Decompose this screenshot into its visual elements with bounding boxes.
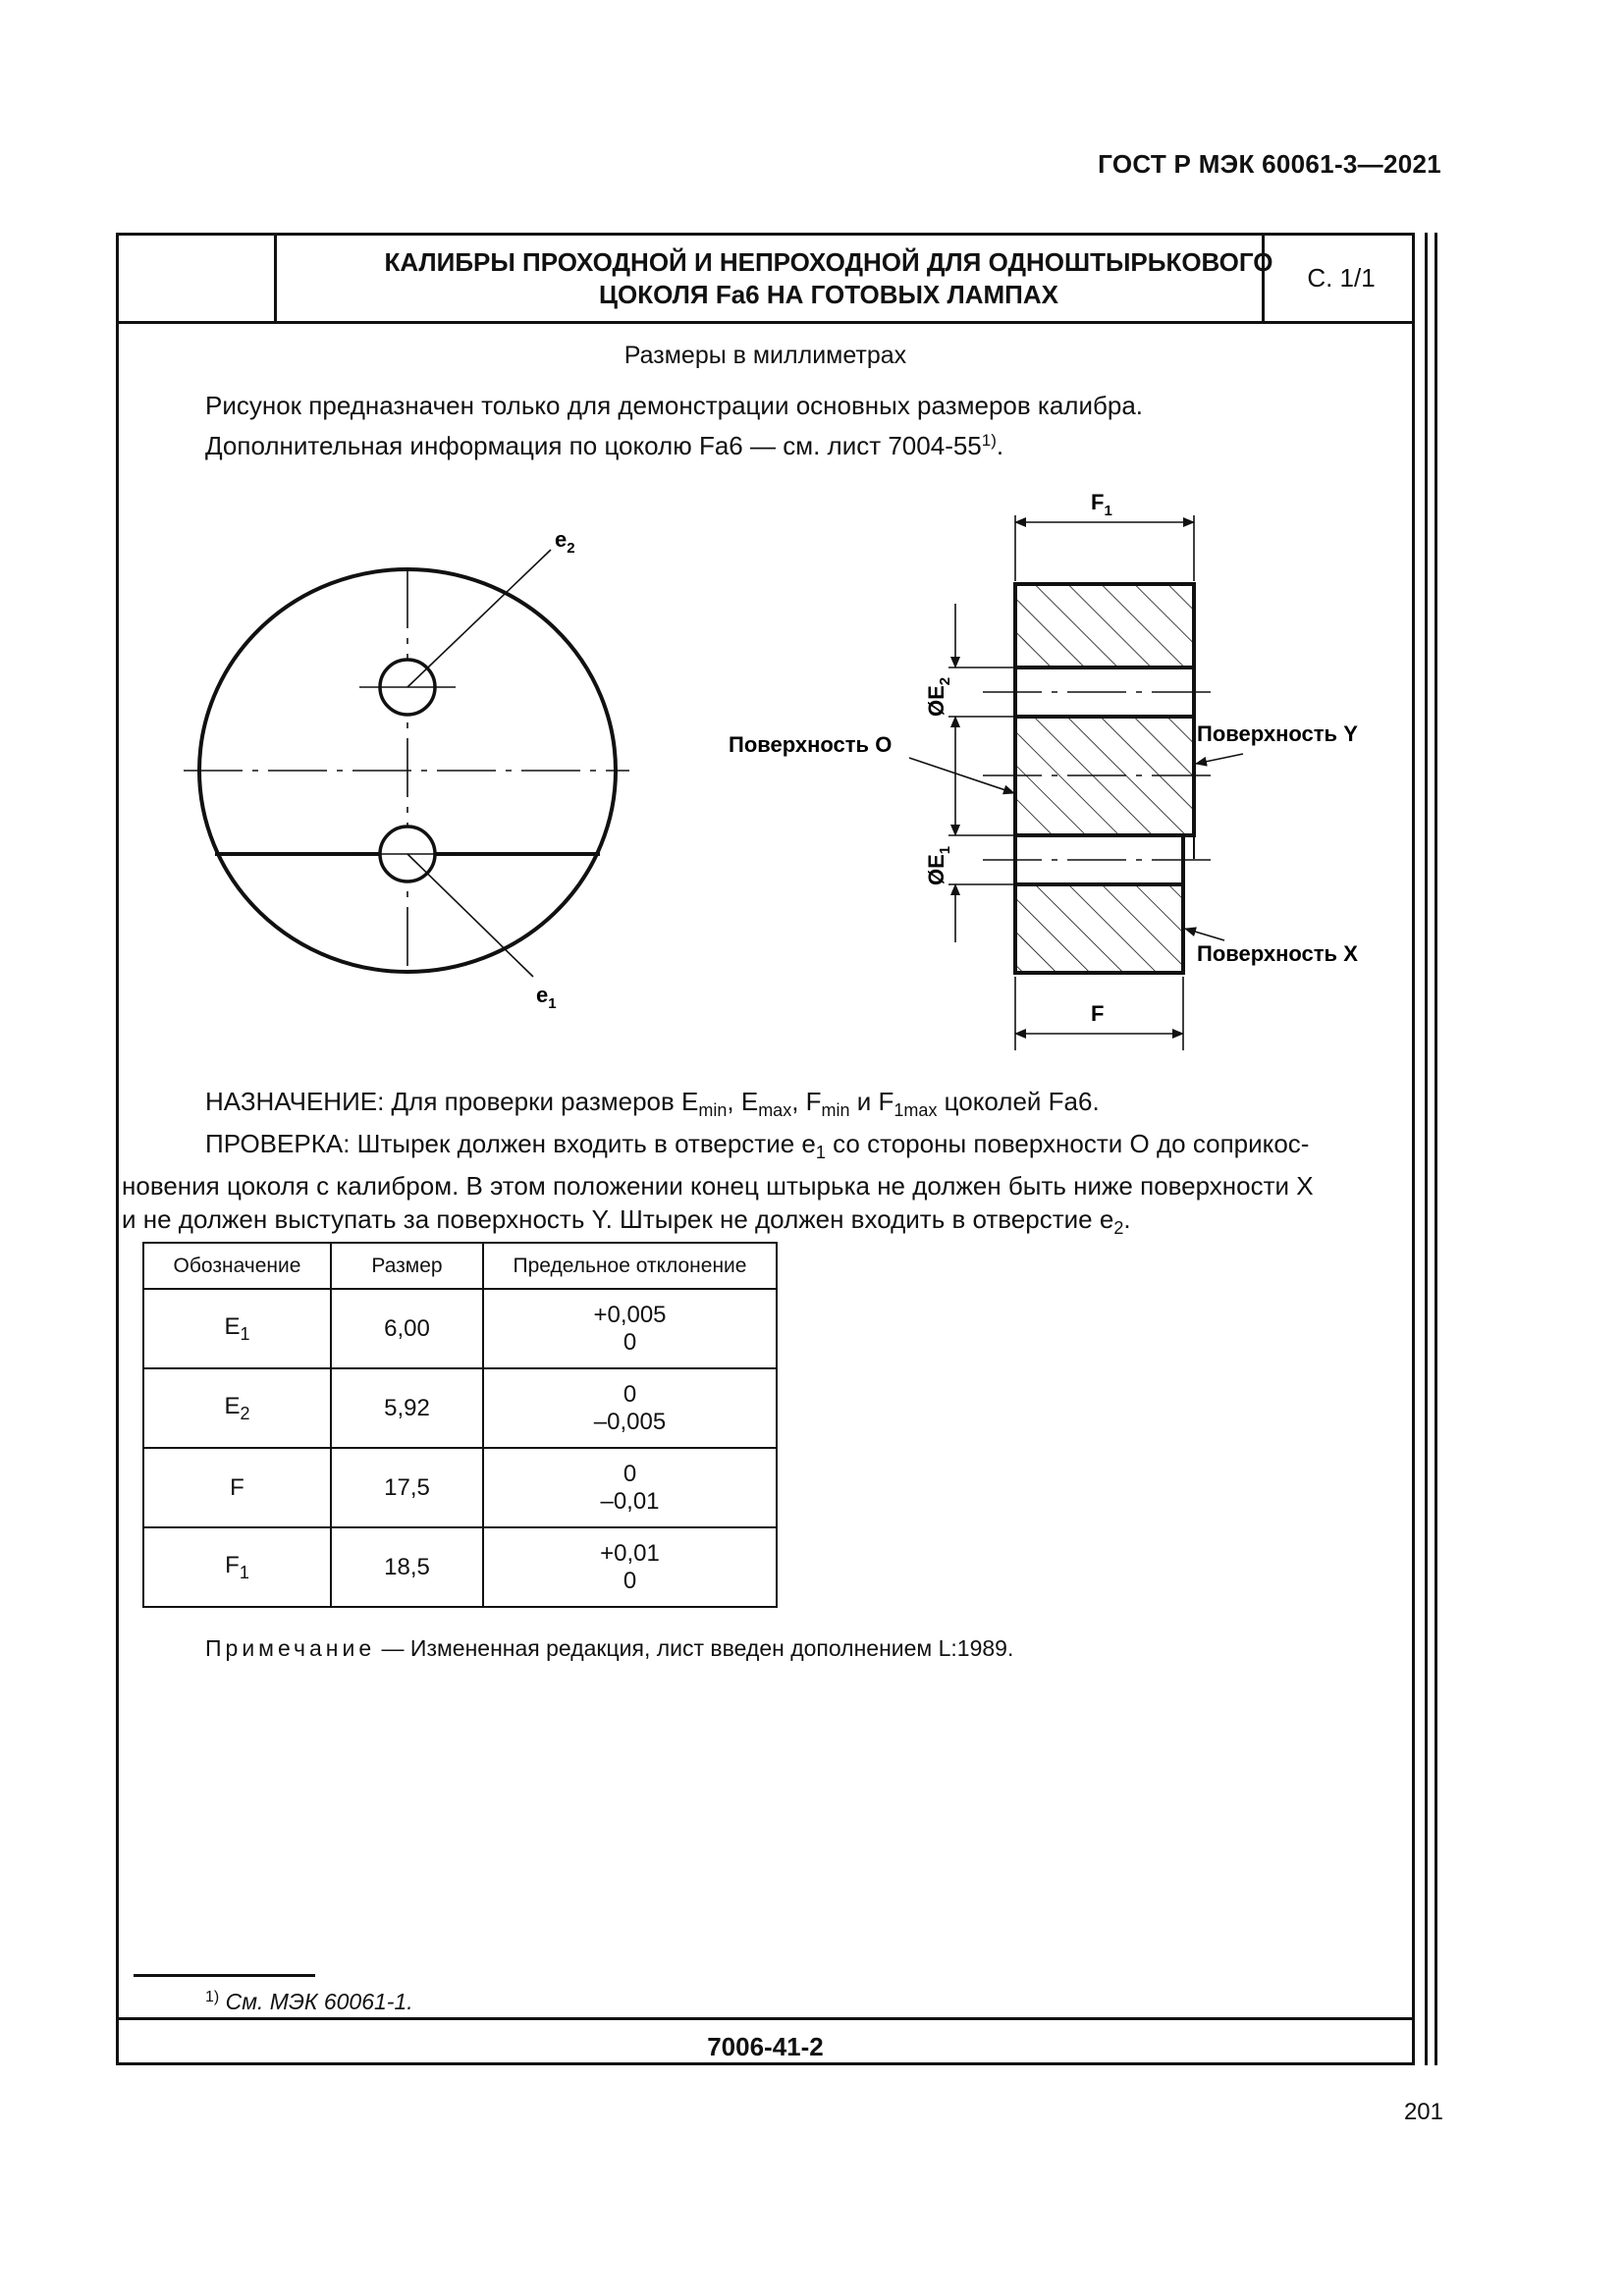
cell-deviation: +0,005 0 [483,1289,777,1368]
table-row [143,1289,777,1368]
label-surface-O: Поверхность O [729,732,893,757]
label-diameter-E2: $ØE_2$ [924,676,953,717]
table-header-row [143,1243,777,1289]
gauge-section-view [729,490,1358,1050]
footnote-divider [134,1974,315,1977]
standard-code: ГОСТ Р МЭК 60061-3—2021 [1098,149,1441,179]
cell-deviation: 0 –0,01 [483,1448,777,1527]
check-line2: новения цоколя с калибром. В этом положении конец штырька не должен быть ниже поверхности X [122,1171,1314,1201]
label-e1: $e_1$ [536,983,557,1012]
col-header-size: Размер [331,1243,483,1289]
col-header-designation: Обозначение [143,1243,331,1289]
cell-size: 18,5 [331,1527,483,1607]
cell-deviation: 0 –0,005 [483,1368,777,1448]
cell-designation: F [143,1448,331,1527]
cell-designation: $E_2$ [143,1368,331,1448]
note-label: Примечание [205,1635,376,1661]
check-line1: ПРОВЕРКА: Штырек должен входить в отверстие $e_1$ со стороны поверхности O до соприкос- [205,1129,1310,1162]
sheet-title-line2: ЦОКОЛЯ Fa6 НА ГОТОВЫХ ЛАМПАХ [599,279,1058,309]
label-F: F [1091,1001,1105,1026]
footnote-ref: 1) [981,431,997,450]
gauge-drawing [119,236,1412,1080]
label-surface-X: Поверхность X [1197,941,1358,966]
cell-size: 6,00 [331,1289,483,1368]
page-number: 201 [1403,2099,1443,2125]
cell-designation: $F_1$ [143,1527,331,1607]
purpose-text [119,1085,1412,1245]
sheet-frame [116,233,1415,2065]
table-row [143,1527,777,1607]
table-row [143,1448,777,1527]
frame-double-border-1 [1425,233,1428,2065]
note-text: — Измененная редакция, лист введен дополнением L:1989. [375,1635,1014,1661]
label-e2: $e_2$ [555,527,575,557]
table-row [143,1368,777,1448]
cell-size: 5,92 [331,1368,483,1448]
cell-deviation: +0,01 0 [483,1527,777,1607]
col-header-deviation: Предельное отклонение [483,1243,777,1289]
frame-double-border-2 [1435,233,1437,2065]
tolerance-table [142,1242,778,1608]
dimensions-note: Размеры в миллиметрах [623,342,907,369]
sheet-number: 7006-41-2 [707,2032,824,2061]
label-surface-Y: Поверхность Y [1197,721,1358,746]
footnote: $^{1)}$ См. МЭК 60061-1. [205,1989,413,2014]
sheet-title-line1: КАЛИБРЫ ПРОХОДНОЙ И НЕПРОХОДНОЙ ДЛЯ ОДНОШТЫРЬКОВОГО [384,246,1273,277]
note [205,1635,1013,1662]
purpose-line: НАЗНАЧЕНИЕ: Для проверки размеров $E_{min}$, $E_{max}$, $F_{min}$ и $F_{1max}$ цоколей Fa6. [205,1087,1100,1120]
check-line3: и не должен выступать за поверхность Y. Штырек не должен входить в отверстие $e_2$. [122,1204,1131,1238]
intro-line1: Рисунок предназначен только для демонстрации основных размеров калибра. [205,391,1144,420]
sheet-page-ref: С. 1/1 [1262,236,1418,321]
gauge-front-view [184,527,629,1012]
label-diameter-E1: $ØE_1$ [924,845,953,885]
intro-line2: Дополнительная информация по цоколю Fa6 — см. лист 7004-55$^{1)}$. [205,431,1004,460]
cell-designation: $E_1$ [143,1289,331,1368]
label-F1: $F_1$ [1091,490,1112,519]
footer-divider [119,2017,1412,2020]
cell-size: 17,5 [331,1448,483,1527]
